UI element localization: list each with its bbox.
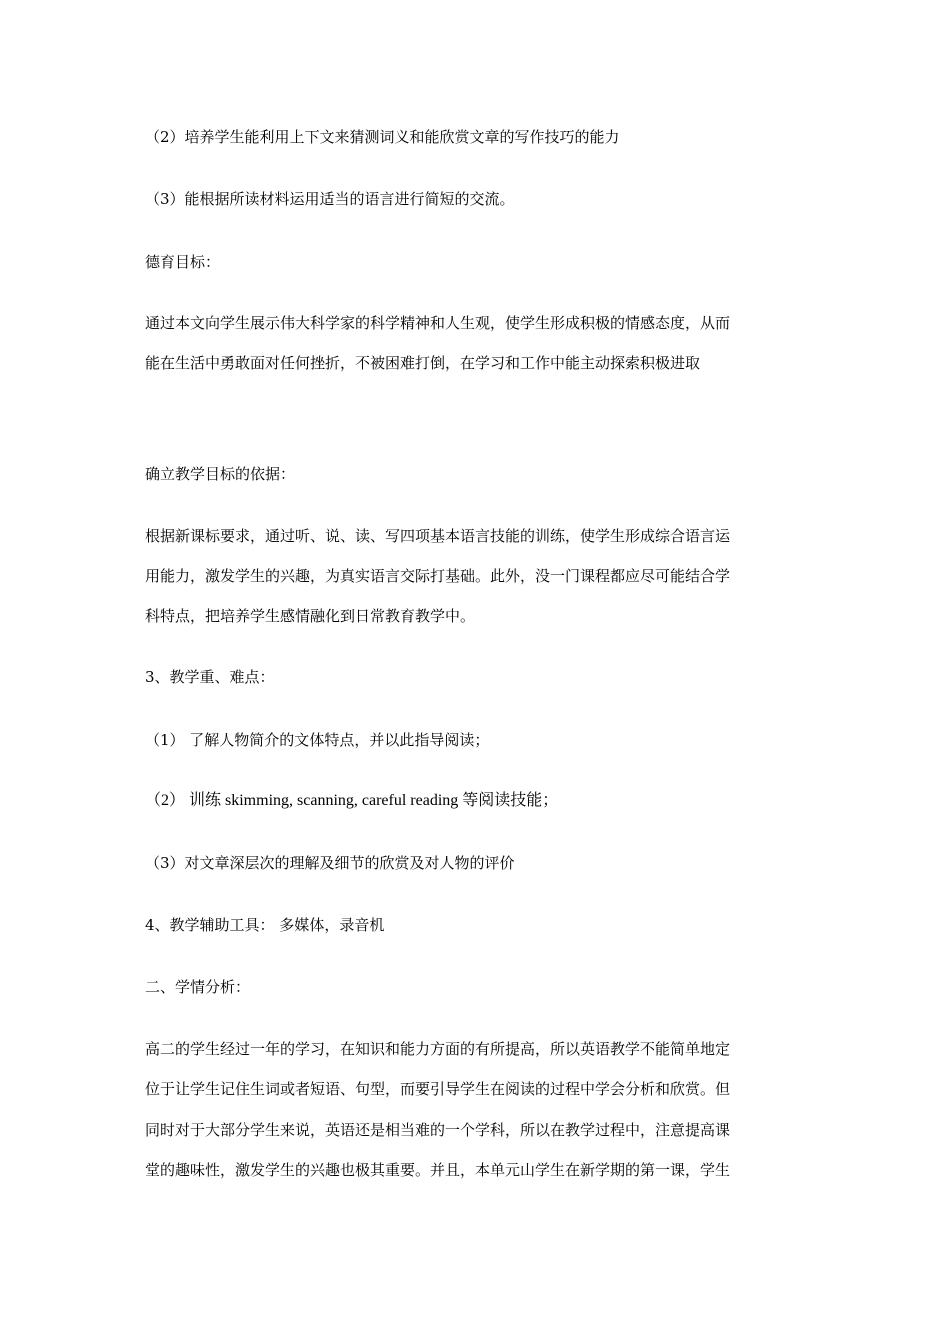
objective-2-line: （2）培养学生能利用上下文来猜测词义和能欣赏文章的写作技巧的能力: [145, 128, 620, 146]
teaching-tools-line: 4、教学辅助工具： 多媒体，录音机: [145, 916, 385, 934]
moral-goal-paragraph-line: 通过本文向学生展示伟大科学家的科学精神和人生观，使学生形成积极的情感态度，从而: [145, 314, 731, 332]
moral-goal-paragraph-line: 能在生活中勇敢面对任何挫折，不被困难打倒，在学习和工作中能主动探索积极进取: [145, 354, 701, 372]
goal-basis-paragraph-line: 科特点，把培养学生感情融化到日常教育教学中。: [145, 607, 476, 625]
objective-3-line: （3）能根据所读材料运用适当的语言进行简短的交流。: [145, 190, 515, 208]
student-analysis-heading: 二、学情分析：: [145, 978, 251, 996]
moral-goal-heading: 德育目标：: [145, 253, 221, 271]
goal-basis-heading: 确立教学目标的依据：: [145, 465, 296, 483]
student-analysis-paragraph-line: 堂的趣味性，激发学生的兴趣也极其重要。并且，本单元山学生在新学期的第一课，学生: [145, 1161, 731, 1179]
student-analysis-paragraph-line: 位于让学生记住生词或者短语、句型，而要引导学生在阅读的过程中学会分析和欣赏。但: [145, 1080, 731, 1098]
goal-basis-paragraph-line: 用能力，激发学生的兴趣，为真实语言交际打基础。此外，没一门课程都应尽可能结合学: [145, 567, 731, 585]
key-point-2-line: （2） 训练 skimming, scanning, careful reading 等阅读技能；: [145, 792, 559, 809]
student-analysis-paragraph-line: 高二的学生经过一年的学习，在知识和能力方面的有所提高，所以英语教学不能简单地定: [145, 1040, 731, 1058]
key-points-heading: 3、教学重、难点：: [145, 668, 275, 686]
goal-basis-paragraph-line: 根据新课标要求，通过听、说、读、写四项基本语言技能的训练，使学生形成综合语言运: [145, 527, 731, 545]
student-analysis-paragraph-line: 同时对于大部分学生来说，英语还是相当难的一个学科，所以在教学过程中，注意提高课: [145, 1121, 731, 1139]
key-point-1-line: （1） 了解人物简介的文体特点，并以此指导阅读；: [145, 731, 490, 749]
key-point-3-line: （3）对文章深层次的理解及细节的欣赏及对人物的评价: [145, 854, 515, 872]
